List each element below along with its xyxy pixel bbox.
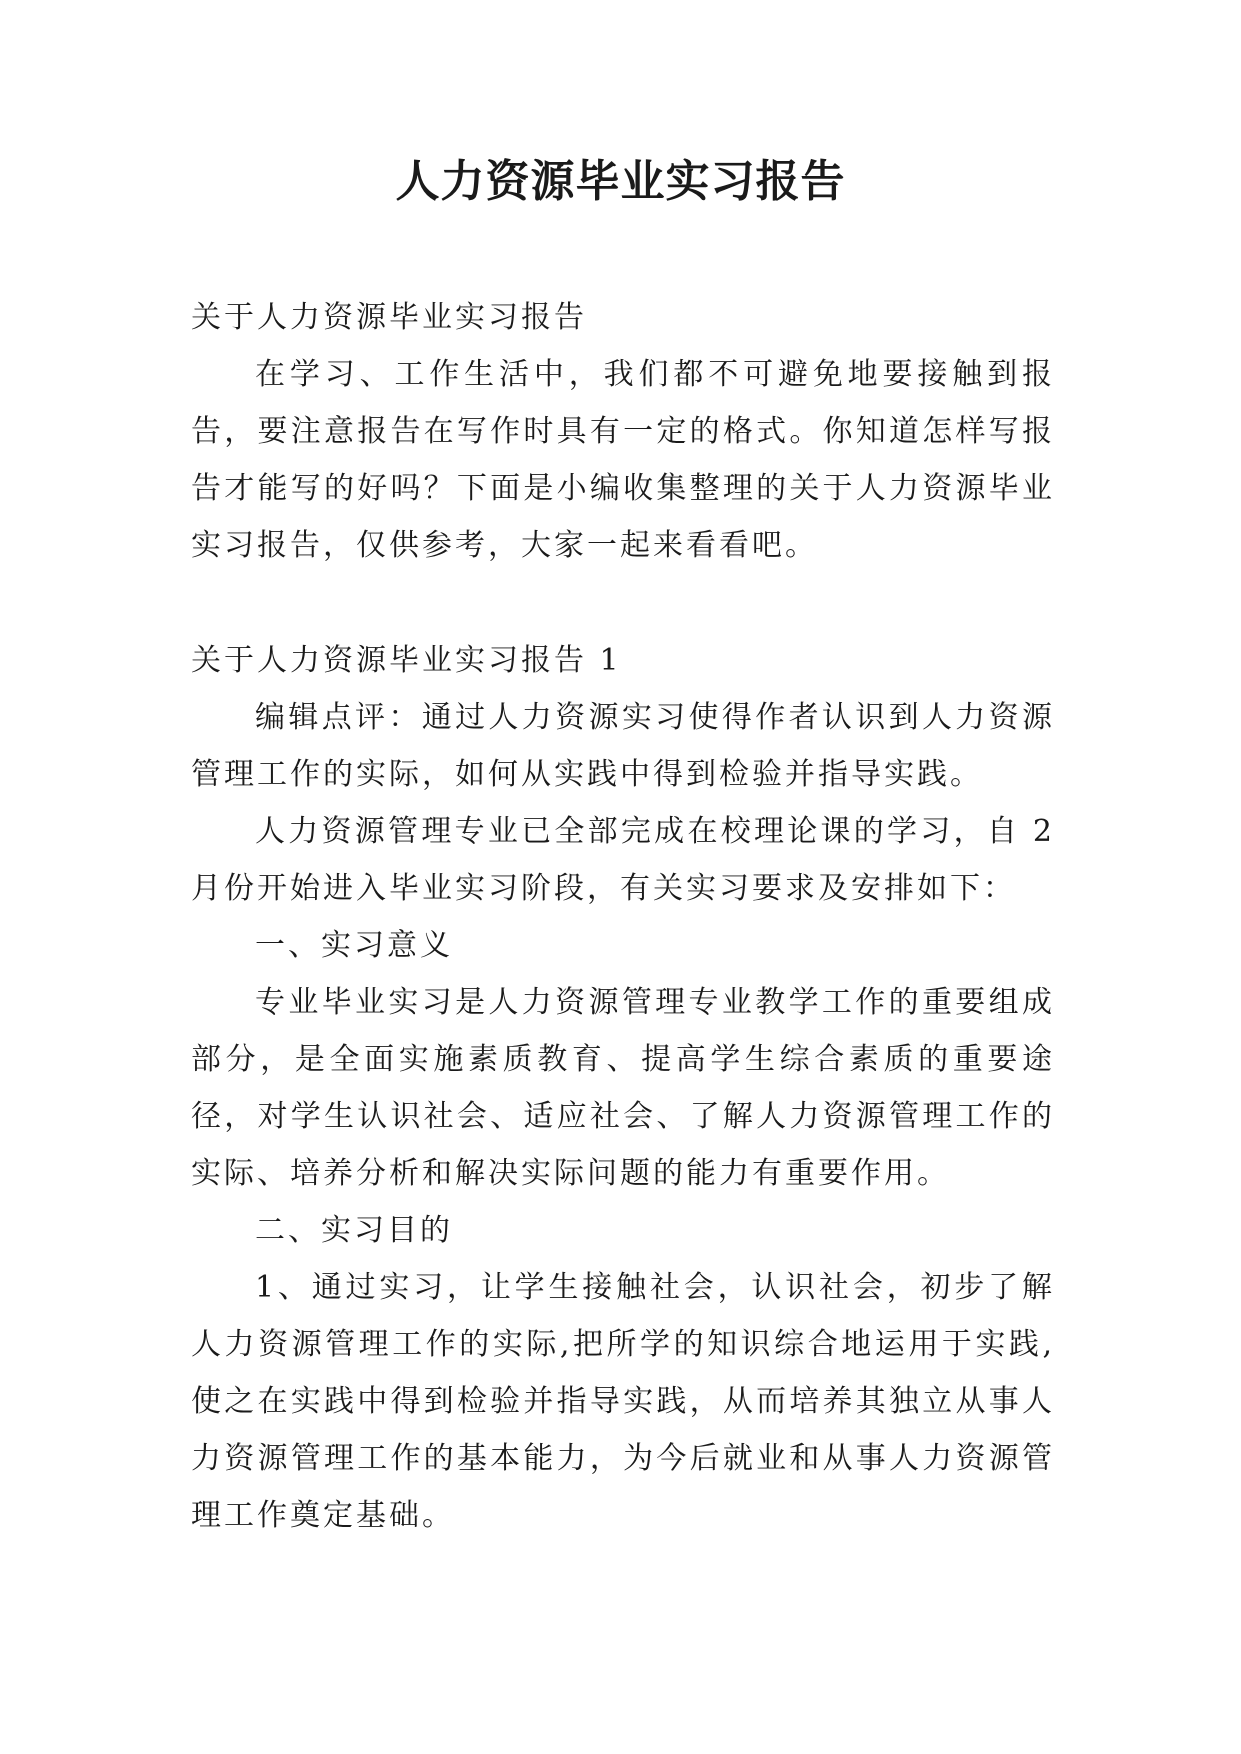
body-paragraph: 人力资源管理专业已全部完成在校理论课的学习，自 2 月份开始进入毕业实习阶段，有关实习要求及安排如下： <box>191 814 1055 906</box>
paragraph-spacer <box>191 574 1055 632</box>
body-paragraph: 1、通过实习，让学生接触社会，认识社会，初步了解人力资源管理工作的实际,把所学的知识综合地运用于实践,使之在实践中得到检验并指导实践，从而培养其独立从事人力资源管理工作的基本能力，为今后就业和从事人力资源管理工作奠定基础。 <box>191 1270 1055 1533</box>
intro-heading: 关于人力资源毕业实习报告 <box>191 300 587 335</box>
subsection-heading: 一、实习意义 <box>255 928 453 963</box>
intro-paragraph: 在学习、工作生活中，我们都不可避免地要接触到报告，要注意报告在写作时具有一定的格式。你知道怎样写报告才能写的好吗？下面是小编收集整理的关于人力资源毕业实习报告，仅供参考，大家一起来看看吧。 <box>191 357 1055 563</box>
document-title: 人力资源毕业实习报告 <box>395 156 846 207</box>
section-heading: 关于人力资源毕业实习报告 1 <box>191 643 622 678</box>
editor-comment-paragraph: 编辑点评：通过人力资源实习使得作者认识到人力资源管理工作的实际，如何从实践中得到检验并指导实践。 <box>191 700 1055 792</box>
subsection-heading: 二、实习目的 <box>255 1213 453 1248</box>
document-body <box>191 289 1055 1544</box>
body-paragraph: 专业毕业实习是人力资源管理专业教学工作的重要组成部分，是全面实施素质教育、提高学生综合素质的重要途径，对学生认识社会、适应社会、了解人力资源管理工作的实际、培养分析和解决实际问题的能力有重要作用。 <box>191 985 1055 1191</box>
